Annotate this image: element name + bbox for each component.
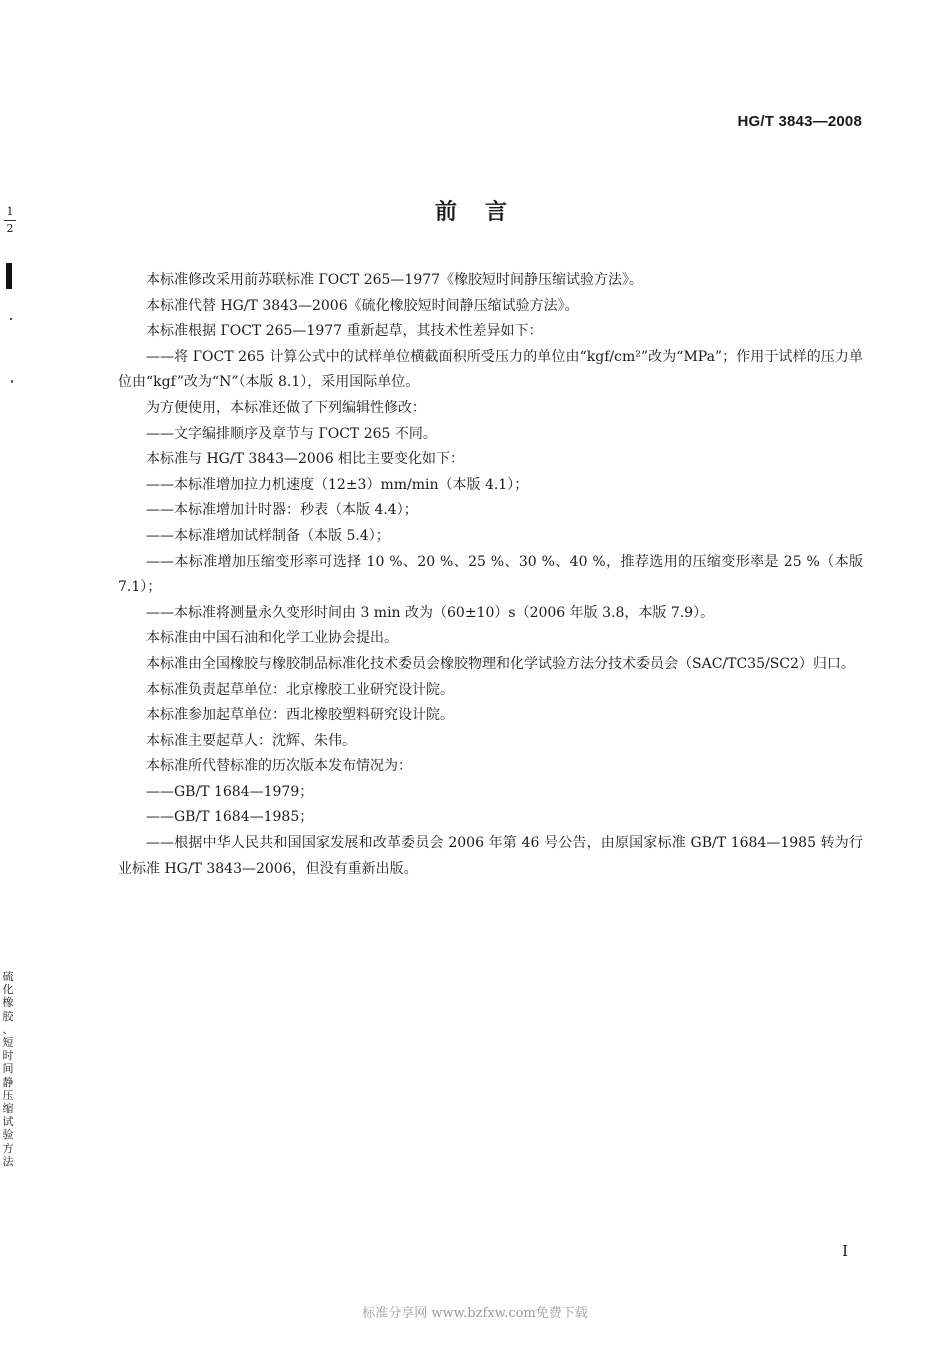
paragraph: ——根据中华人民共和国国家发展和改革委员会 2006 年第 46 号公告，由原国家标准 GB/T 1684—1985 转为行业标准 HG/T 3843—2006，但没有重新出版。 — [118, 835, 863, 877]
footer-watermark: 标准分享网 www.bzfxw.com免费下载 — [362, 1306, 588, 1321]
spine-char: 胶 — [2, 1009, 14, 1023]
spine-char: 短 — [2, 1036, 14, 1050]
paragraph: ——GB/T 1684—1985； — [146, 809, 314, 826]
paragraph: 本标准代替 HG/T 3843—2006《硫化橡胶短时间静压缩试验方法》。 — [146, 297, 579, 314]
spine-char: 验 — [2, 1128, 14, 1142]
margin-dot — [11, 380, 13, 383]
fraction-numerator: 1 — [6, 205, 14, 218]
spine-char: 时 — [2, 1049, 14, 1063]
paragraph: ——本标准增加计时器：秒表（本版 4.4）； — [146, 502, 418, 519]
spine-char: 橡 — [2, 996, 14, 1010]
paragraph: 本标准由中国石油和化学工业协会提出。 — [146, 630, 398, 647]
paragraph: ——本标准增加压缩变形率可选择 10 %、20 %、25 %、30 %、40 %，推荐选用的压缩变形率是 25 %（本版 7.1）； — [118, 553, 863, 596]
paragraph: ——将 ГОСТ 265 计算公式中的试样单位横截面积所受压力的单位由“kgf/cm²”改为“MPa”；作用于试样的压力单位由“kgf”改为“N”（本版 8.1），采用国际单位。 — [118, 348, 863, 391]
paragraph: 本标准参加起草单位：西北橡胶塑料研究设计院。 — [146, 707, 454, 724]
paragraph: 本标准修改采用前苏联标准 ГОСТ 265—1977《橡胶短时间静压缩试验方法》。 — [146, 272, 644, 288]
document-code: HG/T 3843—2008 — [737, 113, 862, 130]
paragraph: 本标准主要起草人：沈辉、朱伟。 — [146, 732, 356, 749]
spine-char: 压 — [2, 1088, 14, 1102]
spine-char: 方 — [2, 1141, 14, 1155]
paragraph: 本标准与 HG/T 3843—2006 相比主要变化如下： — [146, 451, 465, 468]
paragraph: ——GB/T 1684—1979； — [146, 783, 314, 800]
page-title: 前言 — [434, 200, 535, 225]
spine-char: 间 — [2, 1062, 14, 1076]
fraction-denominator: 2 — [6, 222, 14, 235]
spine-char: 静 — [2, 1075, 14, 1089]
margin-binding-mark — [6, 263, 12, 289]
paragraph: ——文字编排顺序及章节与 ГОСТ 265 不同。 — [146, 425, 437, 442]
paragraph: ——本标准增加试样制备（本版 5.4）； — [146, 527, 390, 544]
paragraph: 本标准负责起草单位：北京橡胶工业研究设计院。 — [146, 681, 454, 698]
paragraph: 为方便使用，本标准还做了下列编辑性修改： — [146, 399, 426, 416]
paragraph: ——本标准将测量永久变形时间由 3 min 改为（60±10）s（2006 年版 3.8，本版 7.9）。 — [146, 604, 715, 621]
paragraph: ——本标准增加拉力机速度（12±3）mm/min（本版 4.1）； — [146, 476, 529, 493]
paragraph: 本标准根据 ГОСТ 265—1977 重新起草，其技术性差异如下： — [146, 323, 543, 340]
paragraph: 本标准由全国橡胶与橡胶制品标准化技术委员会橡胶物理和化学试验方法分技术委员会（SAC/TC35/SC2）归口。 — [146, 655, 855, 672]
foreword-body — [118, 268, 863, 882]
spine-char: 法 — [2, 1154, 14, 1168]
spine-title — [0, 970, 16, 1168]
page-number: I — [842, 1242, 848, 1260]
spine-char: 缩 — [2, 1102, 14, 1116]
spine-char: 试 — [2, 1115, 14, 1129]
spine-char: 、 — [2, 1022, 14, 1036]
margin-dot — [10, 318, 12, 320]
spine-char: 化 — [2, 983, 14, 997]
spine-char: 硫 — [2, 970, 14, 983]
paragraph: 本标准所代替标准的历次版本发布情况为： — [146, 758, 412, 775]
